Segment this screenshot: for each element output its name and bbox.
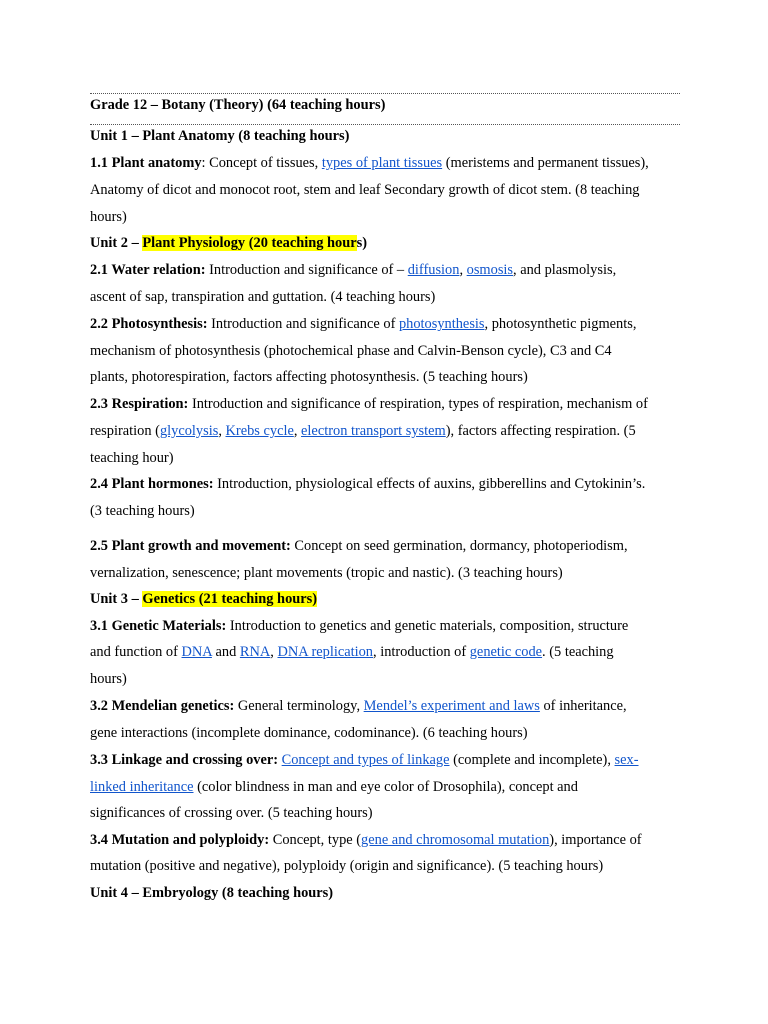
section-3-2-line-2: gene interactions (incomplete dominance, codominance). (6 teaching hours) bbox=[90, 725, 528, 741]
title-divider bbox=[90, 124, 680, 125]
link-sex-linked-inheritance[interactable]: sex- bbox=[614, 752, 639, 768]
top-divider bbox=[90, 93, 680, 94]
section-1-1-label: 1.1 Plant anatomy bbox=[90, 155, 202, 171]
unit-4-heading: Unit 4 – Embryology (8 teaching hours) bbox=[90, 885, 334, 901]
section-2-3-line-1: 2.3 Respiration: Introduction and significance of respiration, types of respiration, mechanism of bbox=[90, 396, 648, 412]
section-3-1-line-2: and function of DNA and RNA, DNA replication, introduction of genetic code. (5 teaching bbox=[90, 644, 614, 660]
section-3-2-line-1: 3.2 Mendelian genetics: General terminology, Mendel’s experiment and laws of inheritance, bbox=[90, 698, 627, 714]
section-2-3-label: 2.3 Respiration: bbox=[90, 396, 189, 412]
section-2-4-label: 2.4 Plant hormones: bbox=[90, 476, 214, 492]
section-1-1-line-2: Anatomy of dicot and monocot root, stem and leaf Secondary growth of dicot stem. (8 teaching bbox=[90, 182, 640, 198]
link-krebs-cycle[interactable]: Krebs cycle bbox=[225, 423, 294, 439]
link-osmosis[interactable]: osmosis bbox=[466, 262, 514, 278]
unit-3-highlight: Genetics (21 teaching hours) bbox=[142, 591, 318, 607]
section-3-3-label: 3.3 Linkage and crossing over: bbox=[90, 752, 279, 768]
section-3-4-label: 3.4 Mutation and polyploidy: bbox=[90, 832, 270, 848]
link-types-of-plant-tissues[interactable]: types of plant tissues bbox=[321, 155, 443, 171]
link-gene-and-chromosomal-mutation[interactable]: gene and chromosomal mutation bbox=[361, 832, 550, 848]
link-diffusion[interactable]: diffusion bbox=[407, 262, 460, 278]
link-mendels-experiment-and-laws[interactable]: Mendel’s experiment and laws bbox=[363, 698, 540, 714]
section-2-5-label: 2.5 Plant growth and movement: bbox=[90, 538, 291, 554]
section-2-4-line-2: (3 teaching hours) bbox=[90, 503, 195, 519]
section-3-3-line-1: 3.3 Linkage and crossing over: Concept and types of linkage (complete and incomplete), sex- bbox=[90, 752, 639, 768]
link-dna[interactable]: DNA bbox=[181, 644, 212, 660]
link-dna-replication[interactable]: DNA replication bbox=[277, 644, 373, 660]
unit-3-heading: Unit 3 – Genetics (21 teaching hours) bbox=[90, 591, 318, 607]
link-glycolysis[interactable]: glycolysis bbox=[159, 423, 219, 439]
section-2-2-line-3: plants, photorespiration, factors affecting photosynthesis. (5 teaching hours) bbox=[90, 369, 528, 385]
section-2-2-line-2: mechanism of photosynthesis (photochemical phase and Calvin-Benson cycle), C3 and C4 bbox=[90, 343, 612, 359]
unit-2-heading: Unit 2 – Plant Physiology (20 teaching hours) bbox=[90, 235, 368, 251]
link-rna[interactable]: RNA bbox=[239, 644, 271, 660]
section-1-1-line-1: 1.1 Plant anatomy: Concept of tissues, types of plant tissues (meristems and permanent tissues), bbox=[90, 155, 649, 171]
link-electron-transport-system[interactable]: electron transport system bbox=[301, 423, 446, 439]
section-2-1-label: 2.1 Water relation: bbox=[90, 262, 206, 278]
section-3-1-label: 3.1 Genetic Materials: bbox=[90, 618, 227, 634]
section-2-3-line-2: respiration (glycolysis, Krebs cycle, electron transport system), factors affecting respiration. (5 bbox=[90, 423, 636, 439]
section-3-3-line-3: significances of crossing over. (5 teaching hours) bbox=[90, 805, 373, 821]
link-sex-linked-inheritance-cont[interactable]: linked inheritance bbox=[90, 779, 194, 795]
unit-2-highlight: Plant Physiology (20 teaching hour bbox=[142, 235, 357, 251]
section-2-5-line-1: 2.5 Plant growth and movement: Concept on seed germination, dormancy, photoperiodism, bbox=[90, 538, 628, 554]
section-2-1-line-2: ascent of sap, transpiration and guttation. (4 teaching hours) bbox=[90, 289, 436, 305]
link-photosynthesis[interactable]: photosynthesis bbox=[398, 316, 485, 332]
section-2-2-line-1: 2.2 Photosynthesis: Introduction and significance of photosynthesis, photosynthetic pigments, bbox=[90, 316, 637, 332]
section-3-2-label: 3.2 Mendelian genetics: bbox=[90, 698, 235, 714]
link-concept-and-types-of-linkage[interactable]: Concept and types of linkage bbox=[281, 752, 450, 768]
section-2-3-line-3: teaching hour) bbox=[90, 450, 174, 466]
link-genetic-code[interactable]: genetic code bbox=[469, 644, 543, 660]
section-3-3-line-2: linked inheritance (color blindness in man and eye color of Drosophila), concept and bbox=[90, 779, 578, 795]
unit-1-heading: Unit 1 – Plant Anatomy (8 teaching hours) bbox=[90, 128, 350, 144]
section-2-5-line-2: vernalization, senescence; plant movements (tropic and nastic). (3 teaching hours) bbox=[90, 565, 563, 581]
section-2-2-label: 2.2 Photosynthesis: bbox=[90, 316, 208, 332]
section-3-4-line-1: 3.4 Mutation and polyploidy: Concept, type (gene and chromosomal mutation), importance of bbox=[90, 832, 642, 848]
section-2-1-line-1: 2.1 Water relation: Introduction and significance of – diffusion, osmosis, and plasmolysis, bbox=[90, 262, 617, 278]
section-2-4-line-1: 2.4 Plant hormones: Introduction, physiological effects of auxins, gibberellins and Cytokinin’s. bbox=[90, 476, 646, 492]
section-3-1-line-3: hours) bbox=[90, 671, 127, 687]
document-title: Grade 12 – Botany (Theory) (64 teaching hours) bbox=[90, 97, 386, 113]
section-3-1-line-1: 3.1 Genetic Materials: Introduction to genetics and genetic materials, composition, structure bbox=[90, 618, 629, 634]
section-3-4-line-2: mutation (positive and negative), polyploidy (origin and significance). (5 teaching hours) bbox=[90, 858, 604, 874]
section-1-1-line-3: hours) bbox=[90, 209, 127, 225]
